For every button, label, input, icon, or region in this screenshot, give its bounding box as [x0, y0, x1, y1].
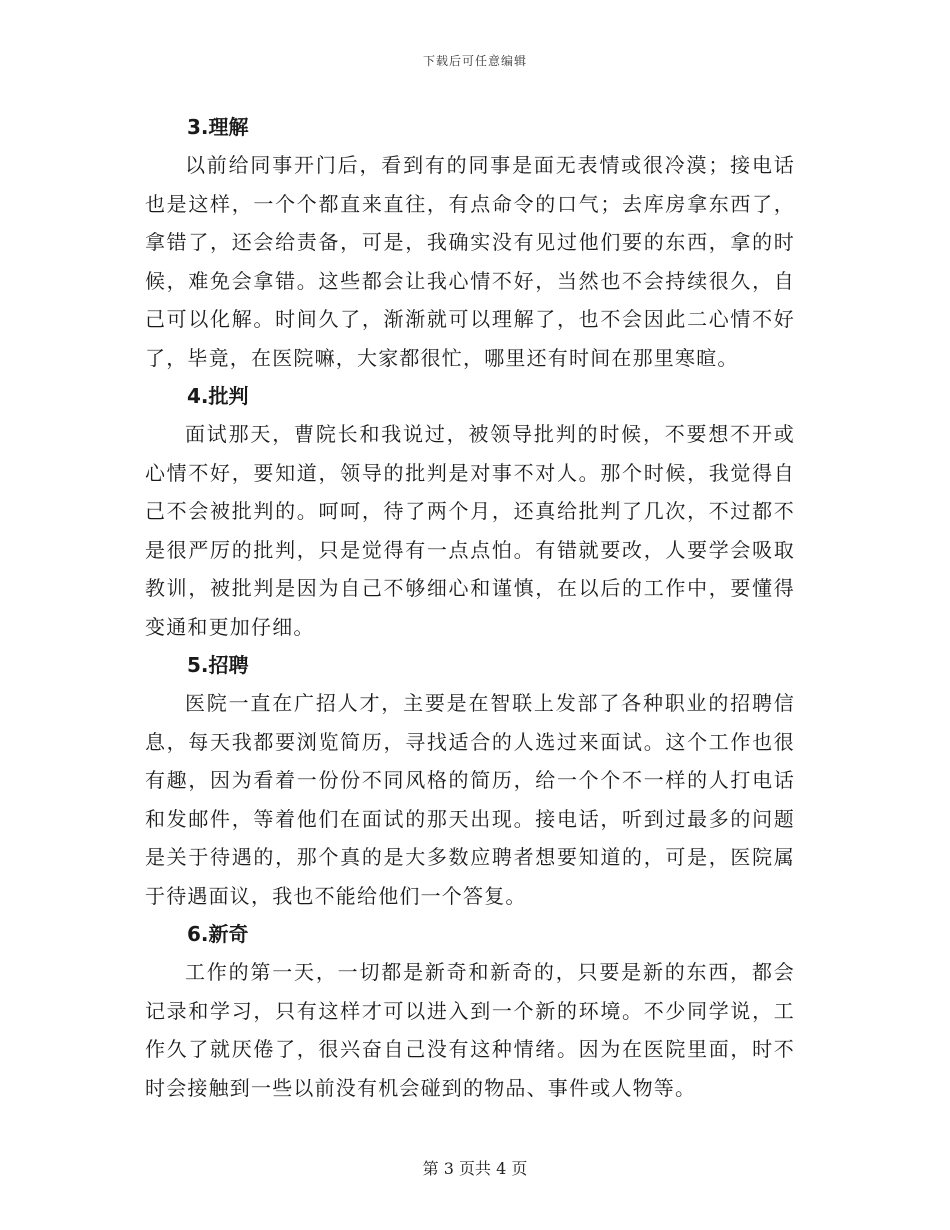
section-paragraph: 医院一直在广招人才，主要是在智联上发部了各种职业的招聘信息，每天我都要浏览简历，寻找适合的人选过来面试。这个工作也很有趣，因为看着一份份不同风格的简历，给一个个不一样的人打电话和发邮件，等着他们在面试的那天出现。接电话，听到过最多的问题是关于待遇的，那个真的是大多数应聘者想要知道的，可是，医院属于待遇面议，我也不能给他们一个答复。 [145, 691, 795, 908]
section-heading: 5.招聘 [187, 653, 249, 677]
section-paragraph: 面试那天，曹院长和我说过，被领导批判的时候，不要想不开或心情不好，要知道，领导的批判是对事不对人。那个时候，我觉得自己不会被批判的。呵呵，待了两个月，还真给批判了几次，不过都不是很严厉的批判，只是觉得有一点点怕。有错就要改，人要学会吸取教训，被批判是因为自己不够细心和谨慎，在以后的工作中，要懂得变通和更加仔细。 [145, 422, 795, 639]
section-paragraph: 以前给同事开门后，看到有的同事是面无表情或很冷漠；接电话也是这样，一个个都直来直往，有点命令的口气；去库房拿东西了，拿错了，还会给责备，可是，我确实没有见过他们要的东西，拿的时候，难免会拿错。这些都会让我心情不好，当然也不会持续很久，自己可以化解。时间久了，渐渐就可以理解了，也不会因此二心情不好了，毕竟，在医院嘛，大家都很忙，哪里还有时间在那里寒暄。 [145, 153, 795, 370]
section-heading: 3.理解 [187, 115, 249, 139]
document-body [145, 108, 795, 1107]
section-novelty [145, 915, 795, 1107]
page-footer [0, 1156, 950, 1179]
section-recruitment [145, 646, 795, 915]
section-criticism [145, 377, 795, 646]
section-heading: 6.新奇 [187, 922, 249, 946]
page-number-label: 第 3 页共 4 页 [422, 1159, 528, 1178]
page-header-note: 下载后可任意编辑 [422, 54, 527, 68]
section-heading: 4.批判 [187, 384, 249, 408]
section-paragraph: 工作的第一天，一切都是新奇和新奇的，只要是新的东西，都会记录和学习，只有这样才可以进入到一个新的环境。不少同学说，工作久了就厌倦了，很兴奋自己没有这种情绪。因为在医院里面，时不时会接触到一些以前没有机会碰到的物品、事件或人物等。 [145, 960, 795, 1100]
section-understanding [145, 108, 795, 377]
